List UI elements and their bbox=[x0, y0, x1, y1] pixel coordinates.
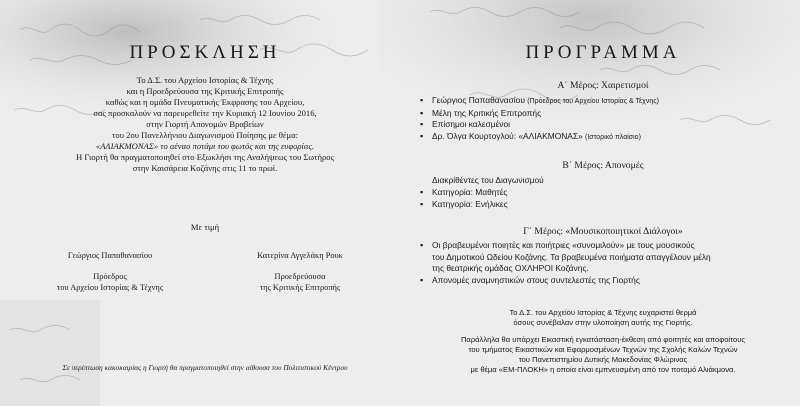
exhibition-text: Παράλληλα θα υπάρχει Εικαστική εγκατάσταση-έκθεση από φοιτητές και αποφοίτους του τμήματος Εικαστικών και Εφαρμοσμένων Τεχνών της Σχολής Καλών Τεχνών του Πανεπιστημίου Δυτικής Μακεδονίας Φλώρινας με θέμα «ΕΜ-ΠΛΟΚΗ» η οποία είναι εμπνευσμένη από τον ποταμό Αλιάκμονα. bbox=[460, 335, 746, 374]
signatory-left bbox=[20, 250, 200, 293]
signatory-role: της Κριτικής Επιτροπής bbox=[259, 283, 341, 292]
part1-list bbox=[420, 95, 659, 143]
list-item: ▪ Κατηγορία: Ενήλικες bbox=[420, 199, 508, 211]
invitation-line: στην Γιορτή Απονομών Βραβείων bbox=[146, 119, 264, 129]
signatory-role: Πρόεδρος bbox=[93, 272, 127, 281]
list-item: ▪ Δρ. Όλγα Κουρτογλού: «ΑΛΙΑΚΜΟΝΑΣ» (Ιστορικό πλαίσιο) bbox=[420, 131, 659, 144]
list-item: ▪ Μέλη της Κριτικής Επιτροπής bbox=[420, 108, 659, 120]
thanks-text: Το Δ.Σ. του Αρχείου Ιστορίας & Τέχνης ευχαριστεί θερμά όσους συνέβαλαν στην υλοποίηση αυτής της Γιορτής. bbox=[509, 308, 697, 327]
part2-intro: Διακρίθέντες του Διαγωνισμού bbox=[432, 175, 544, 185]
invitation-line: «ΑΛΙΑΚΜΟΝΑΣ» το αέναο ποτάμι του φωτός και της ευφορίας. bbox=[95, 141, 315, 151]
invitation-title: ΠΡΟΣΚΛΗΣΗ bbox=[129, 42, 281, 63]
invitation-line: σας προσκαλούν να παρευρεθείτε την Κυριακή 12 Ιουνίου 2016, bbox=[93, 108, 317, 118]
part3-title: Γ΄ Μέρος: «Μουσικοποιητικοί Διάλογοι» bbox=[523, 226, 683, 237]
invitation-body bbox=[10, 75, 400, 174]
regards: Με τιμή bbox=[190, 222, 220, 232]
list-item: ▪ Οι βραβευμένοι ποιητές και ποιήτριες «συνομιλούν» με τους μουσικούς του Δημοτικού Ωδείου Κοζάνης. Τα βραβευμένα ποιήματα απαγγέλουν μέλη της θεατρικής ομάδας ΟΧΛΗΡΟΙ Κοζάνης. bbox=[420, 240, 711, 275]
program-panel bbox=[412, 0, 794, 406]
part1-title: Α΄ Μέρος: Χαιρετισμοί bbox=[557, 80, 649, 91]
invitation-line: Η Γιορτή θα πραγματοποιηθεί στο Εξωκλήσι της Αναλήψεως του Σωτήρος bbox=[76, 152, 334, 162]
part2-title: Β΄ Μέρος: Απονομές bbox=[562, 160, 644, 171]
part3-list bbox=[420, 240, 711, 286]
invitation-panel bbox=[10, 0, 400, 406]
program-title: ΠΡΟΓΡΑΜΜΑ bbox=[525, 42, 681, 63]
signatory-name: Γεώργιος Παπαθανασίου bbox=[67, 251, 153, 260]
signatory-right bbox=[210, 250, 390, 293]
signatory-role: Προεδρεύουσα bbox=[274, 272, 326, 281]
list-item: ▪ Επίσημοι καλεσμένοι bbox=[420, 119, 659, 131]
list-item: ▪ Γεώργιος Παπαθανασίου (Πρόεδρος του Αρχείου Ιστορίας & Τέχνης) bbox=[420, 95, 659, 108]
list-item: ▪ Κατηγορία: Μαθητές bbox=[420, 187, 508, 199]
signatory-name: Κατερίνα Αγγελάκη Ρουκ bbox=[257, 251, 343, 260]
weather-note: Σε περίπτωση κακοκαιρίας η Γιορτή θα πραγματοποιηθεί στην αίθουσα του Πολιτιστικού Κέντρου bbox=[62, 363, 348, 372]
signatory-role: του Αρχείου Ιστορίας & Τέχνης bbox=[56, 283, 164, 292]
invitation-line: Το Δ.Σ. του Αρχείου Ιστορίας & Τέχνης bbox=[136, 75, 274, 85]
invitation-line: στην Καισάρεια Κοζάνης στις 11 το πρωί. bbox=[132, 163, 278, 173]
list-item: ▪ Απονομές αναμνηστικών στους συντελεστές της Γιορτής bbox=[420, 275, 711, 287]
invitation-line: καθώς και η ομάδα Πνευματικής Έκφρασης του Αρχείου, bbox=[105, 97, 305, 107]
invitation-line: του 2ου Πανελλήνιου Διαγωνισμού Ποίησης με θέμα: bbox=[111, 130, 299, 140]
part2-list bbox=[420, 187, 508, 210]
invitation-line: και η Προεδρεύουσα της Κριτικής Επιτροπής bbox=[126, 86, 284, 96]
